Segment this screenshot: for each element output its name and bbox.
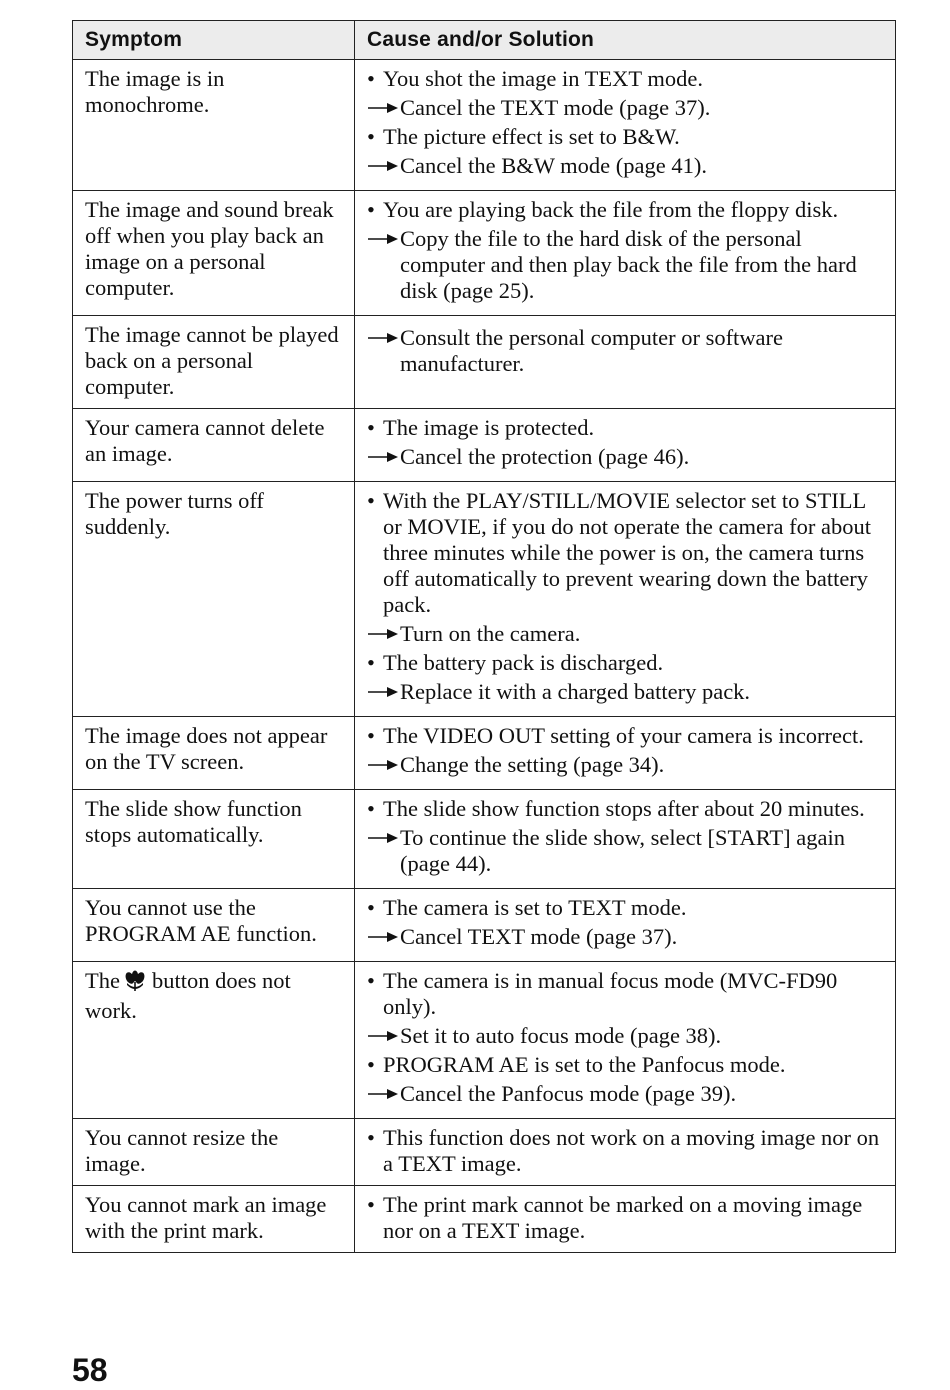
table-row bbox=[73, 962, 896, 1119]
symptom-cell bbox=[73, 717, 355, 790]
cause-text: You are playing back the file from the floppy disk. bbox=[383, 197, 839, 222]
symptom-text: You cannot resize the image. bbox=[85, 1125, 279, 1176]
bullet-icon: • bbox=[367, 124, 375, 149]
cause-text: The image is protected. bbox=[383, 415, 595, 440]
cause-solution-cell bbox=[355, 316, 896, 409]
cause-item bbox=[367, 968, 883, 1020]
arrow-right-icon bbox=[367, 825, 400, 851]
arrow-right-icon bbox=[367, 444, 400, 470]
arrow-right-icon bbox=[367, 226, 400, 252]
header-symptom: Symptom bbox=[73, 21, 355, 60]
cause-item bbox=[367, 415, 883, 441]
solution-text: Turn on the camera. bbox=[400, 621, 581, 646]
arrow-right-icon bbox=[367, 153, 400, 179]
symptom-text: The slide show function stops automatically. bbox=[85, 796, 302, 847]
table-row bbox=[73, 1119, 896, 1186]
cause-solution-cell bbox=[355, 482, 896, 717]
solution-text: To continue the slide show, select [START] again (page 44). bbox=[400, 825, 845, 876]
symptom-cell bbox=[73, 482, 355, 717]
symptom-text: The bbox=[85, 968, 120, 993]
header-cause-solution: Cause and/or Solution bbox=[355, 21, 896, 60]
symptom-cell bbox=[73, 191, 355, 316]
symptom-text: You cannot use the PROGRAM AE function. bbox=[85, 895, 317, 946]
arrow-right-icon bbox=[367, 325, 400, 351]
symptom-text: button does not work. bbox=[85, 968, 291, 1023]
arrow-right-icon bbox=[367, 1081, 400, 1107]
cause-item bbox=[367, 488, 883, 618]
solution-item bbox=[367, 444, 883, 470]
table-row bbox=[73, 60, 896, 191]
table-header-row bbox=[73, 21, 896, 60]
arrow-right-icon bbox=[367, 621, 400, 647]
cause-item bbox=[367, 124, 883, 150]
cause-text: The battery pack is discharged. bbox=[383, 650, 664, 675]
cause-text: This function does not work on a moving image nor on a TEXT image. bbox=[383, 1125, 880, 1176]
arrow-right-icon bbox=[367, 924, 400, 950]
cause-text: The slide show function stops after about 20 minutes. bbox=[383, 796, 865, 821]
arrow-right-icon bbox=[367, 95, 400, 121]
cause-solution-cell bbox=[355, 191, 896, 316]
table-row bbox=[73, 790, 896, 889]
solution-text: Change the setting (page 34). bbox=[400, 752, 665, 777]
symptom-text: The image does not appear on the TV screen. bbox=[85, 723, 328, 774]
cause-text: The camera is set to TEXT mode. bbox=[383, 895, 687, 920]
table-body bbox=[73, 60, 896, 1253]
solution-text: Replace it with a charged battery pack. bbox=[400, 679, 751, 704]
cause-solution-cell bbox=[355, 60, 896, 191]
solution-item bbox=[367, 825, 883, 877]
cause-item bbox=[367, 650, 883, 676]
arrow-right-icon bbox=[367, 679, 400, 705]
symptom-cell bbox=[73, 1119, 355, 1186]
arrow-right-icon bbox=[367, 1023, 400, 1049]
solution-text: Cancel the TEXT mode (page 37). bbox=[400, 95, 711, 120]
bullet-icon: • bbox=[367, 66, 375, 91]
table-row bbox=[73, 1186, 896, 1253]
cause-solution-cell bbox=[355, 889, 896, 962]
solution-text: Cancel the B&W mode (page 41). bbox=[400, 153, 707, 178]
cause-item bbox=[367, 723, 883, 749]
symptom-cell bbox=[73, 1186, 355, 1253]
bullet-icon: • bbox=[367, 488, 375, 513]
cause-item bbox=[367, 1192, 883, 1244]
cause-solution-cell bbox=[355, 1119, 896, 1186]
symptom-cell bbox=[73, 60, 355, 191]
symptom-text: The image cannot be played back on a personal computer. bbox=[85, 322, 339, 399]
solution-text: Cancel the protection (page 46). bbox=[400, 444, 690, 469]
cause-solution-cell bbox=[355, 962, 896, 1119]
cause-item bbox=[367, 1052, 883, 1078]
cause-solution-cell bbox=[355, 717, 896, 790]
macro-flower-icon bbox=[124, 970, 146, 998]
bullet-icon: • bbox=[367, 1125, 375, 1150]
cause-solution-cell bbox=[355, 790, 896, 889]
bullet-icon: • bbox=[367, 968, 375, 993]
table-row bbox=[73, 482, 896, 717]
cause-item bbox=[367, 197, 883, 223]
bullet-icon: • bbox=[367, 1192, 375, 1217]
solution-item bbox=[367, 95, 883, 121]
symptom-cell bbox=[73, 409, 355, 482]
table-row bbox=[73, 316, 896, 409]
cause-item bbox=[367, 66, 883, 92]
cause-text: The camera is in manual focus mode (MVC-FD90 only). bbox=[383, 968, 838, 1019]
troubleshooting-table bbox=[72, 20, 896, 1253]
solution-item bbox=[367, 621, 883, 647]
bullet-icon: • bbox=[367, 415, 375, 440]
table-row bbox=[73, 717, 896, 790]
solution-item bbox=[367, 752, 883, 778]
solution-text: Cancel TEXT mode (page 37). bbox=[400, 924, 678, 949]
solution-text: Set it to auto focus mode (page 38). bbox=[400, 1023, 722, 1048]
cause-text: The print mark cannot be marked on a moving image nor on a TEXT image. bbox=[383, 1192, 863, 1243]
table-row bbox=[73, 889, 896, 962]
arrow-right-icon bbox=[367, 752, 400, 778]
cause-text: The picture effect is set to B&W. bbox=[383, 124, 680, 149]
symptom-cell bbox=[73, 790, 355, 889]
bullet-icon: • bbox=[367, 650, 375, 675]
symptom-text: You cannot mark an image with the print mark. bbox=[85, 1192, 327, 1243]
cause-solution-cell bbox=[355, 1186, 896, 1253]
solution-text: Copy the file to the hard disk of the personal computer and then play back the file from the hard disk (page 25). bbox=[400, 226, 857, 303]
cause-text: PROGRAM AE is set to the Panfocus mode. bbox=[383, 1052, 786, 1077]
cause-text: With the PLAY/STILL/MOVIE selector set to STILL or MOVIE, if you do not operate the camera for about three minutes while the power is on, the camera turns off automatically to prevent wearing down the battery pack. bbox=[383, 488, 871, 617]
solution-item bbox=[367, 153, 883, 179]
solution-item bbox=[367, 1081, 883, 1107]
symptom-text: The power turns off suddenly. bbox=[85, 488, 264, 539]
symptom-cell bbox=[73, 316, 355, 409]
symptom-text: The image is in monochrome. bbox=[85, 66, 225, 117]
table-row bbox=[73, 409, 896, 482]
solution-item bbox=[367, 924, 883, 950]
symptom-text: The image and sound break off when you play back an image on a personal computer. bbox=[85, 197, 334, 300]
bullet-icon: • bbox=[367, 723, 375, 748]
symptom-text: Your camera cannot delete an image. bbox=[85, 415, 325, 466]
page-number: 58 bbox=[72, 1352, 108, 1388]
table-row bbox=[73, 191, 896, 316]
bullet-icon: • bbox=[367, 796, 375, 821]
cause-solution-cell bbox=[355, 409, 896, 482]
cause-text: The VIDEO OUT setting of your camera is incorrect. bbox=[383, 723, 864, 748]
bullet-icon: • bbox=[367, 895, 375, 920]
solution-item bbox=[367, 226, 883, 304]
solution-item bbox=[367, 1023, 883, 1049]
solution-text: Cancel the Panfocus mode (page 39). bbox=[400, 1081, 737, 1106]
cause-item bbox=[367, 796, 883, 822]
solution-item bbox=[367, 325, 883, 377]
symptom-cell bbox=[73, 962, 355, 1119]
cause-item bbox=[367, 1125, 883, 1177]
cause-text: You shot the image in TEXT mode. bbox=[383, 66, 703, 91]
solution-text: Consult the personal computer or software manufacturer. bbox=[400, 325, 784, 376]
bullet-icon: • bbox=[367, 197, 375, 222]
solution-item bbox=[367, 679, 883, 705]
bullet-icon: • bbox=[367, 1052, 375, 1077]
symptom-cell bbox=[73, 889, 355, 962]
cause-item bbox=[367, 895, 883, 921]
